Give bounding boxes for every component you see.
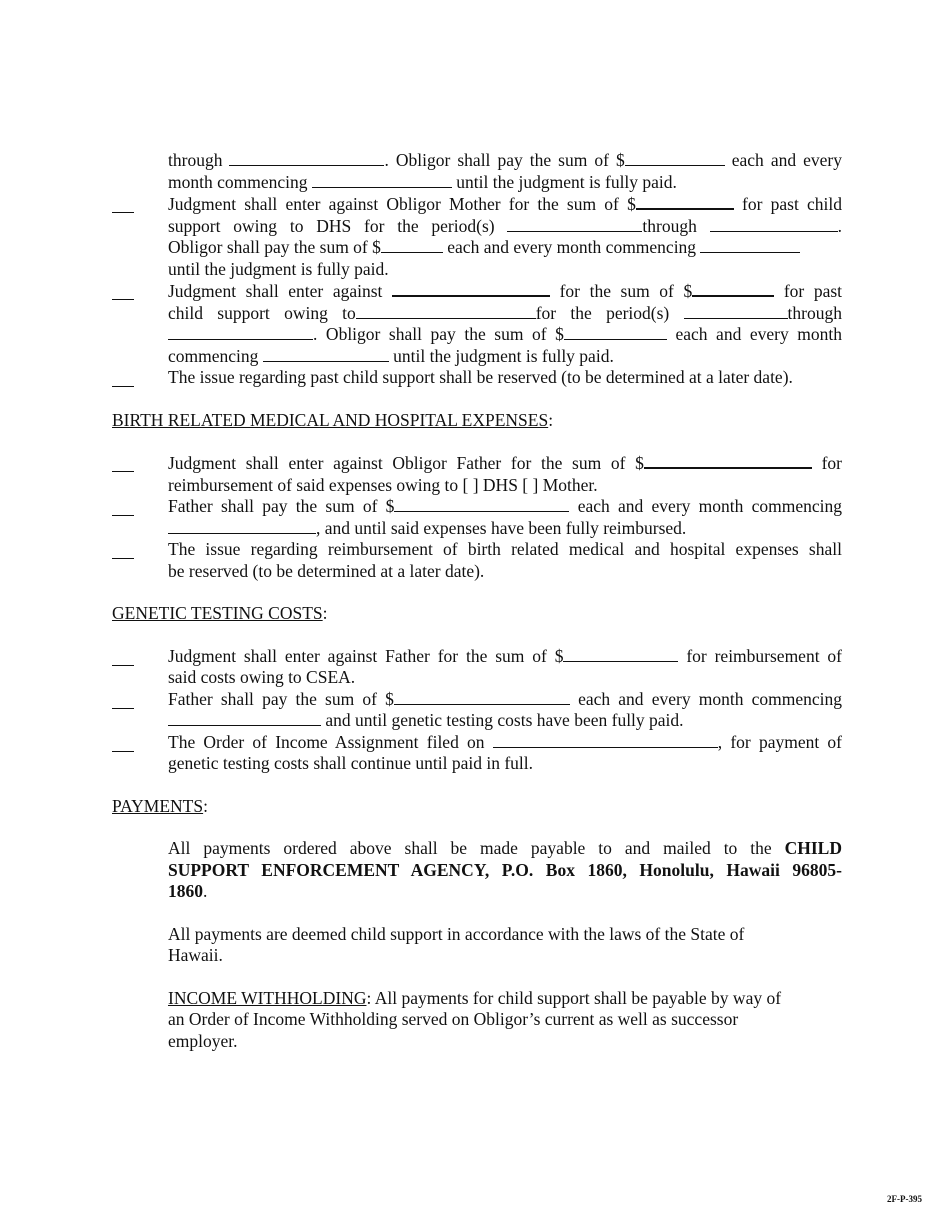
agency-zip: 1860 (168, 881, 203, 901)
text: for past (783, 281, 843, 301)
line (168, 324, 842, 346)
line (168, 172, 842, 194)
text: All payments ordered above shall be made payable to and mailed to the (168, 838, 772, 858)
text: until the judgment is fully paid. (456, 171, 677, 192)
line (168, 216, 842, 238)
line (168, 1031, 842, 1053)
text: child support owing to (168, 302, 356, 323)
line (168, 518, 842, 540)
text: Judgment shall enter against (168, 281, 383, 301)
text: Judgment shall enter against Obligor Mother for the sum of $ (168, 194, 636, 214)
past-support-continuation (112, 150, 842, 193)
date-blank[interactable] (168, 710, 321, 726)
line (168, 561, 842, 583)
genetic-payment-item (112, 689, 842, 732)
date-blank[interactable] (710, 216, 838, 232)
text: . Obligor shall pay the sum of $ (384, 150, 625, 170)
text: . Obligor shall pay the sum of $ (313, 324, 564, 344)
text: reimbursement of said expenses owing to [ ] DHS [ ] Mother. (168, 474, 598, 495)
other-judgment-item (112, 280, 842, 367)
birth-expenses-heading (112, 410, 842, 432)
text: Judgment shall enter against Obligor Father for the sum of (168, 453, 626, 473)
amount-blank[interactable] (381, 237, 443, 253)
line (168, 860, 842, 882)
amount-blank[interactable] (644, 452, 812, 469)
text: The Order of Income Assignment filed on (168, 731, 485, 752)
genetic-testing-heading (112, 603, 842, 625)
text: Obligor shall pay the sum of $ (168, 237, 381, 257)
text: All payments are deemed child support in accordance with the laws of the State of (168, 923, 745, 944)
text: . (203, 881, 208, 901)
line (168, 346, 842, 368)
line (168, 689, 842, 711)
item-checkbox-line[interactable] (112, 665, 134, 666)
text: The issue regarding past child support shall be reserved (to be determined at a later date). (168, 367, 793, 387)
line (168, 945, 842, 967)
text: for past child (742, 194, 843, 214)
text: each and every month commencing (577, 496, 843, 516)
date-blank[interactable] (168, 324, 313, 340)
amount-blank[interactable] (394, 496, 569, 512)
item-checkbox-line[interactable] (112, 386, 134, 387)
line (168, 475, 842, 497)
text: support owing to DHS for the period(s) (168, 215, 495, 236)
section-title: PAYMENTS (112, 795, 204, 816)
text: for the period(s) (535, 302, 670, 323)
line (168, 1009, 842, 1031)
text: $ (635, 453, 644, 473)
line (168, 753, 842, 775)
line (168, 646, 842, 668)
date-blank[interactable] (168, 518, 316, 534)
text: genetic testing costs shall continue until paid in full. (168, 753, 534, 773)
payments-heading (112, 796, 842, 818)
text: : (322, 603, 328, 623)
item-checkbox-line[interactable] (112, 515, 134, 516)
agency-name: CHILD (784, 838, 842, 858)
line (168, 924, 842, 946)
line (168, 193, 842, 216)
text: The issue regarding reimbursement of birth related medical and hospital expenses shall (168, 539, 842, 559)
text: for the sum of $ (559, 281, 693, 301)
amount-blank[interactable] (394, 689, 570, 705)
item-checkbox-line[interactable] (112, 558, 134, 559)
text: : (203, 795, 208, 816)
text: Father shall pay the sum of $ (168, 496, 395, 516)
text: through (642, 215, 697, 236)
payments-deemed-paragraph (112, 924, 842, 967)
income-withholding-paragraph (112, 988, 842, 1053)
text: through (168, 150, 223, 170)
party-blank[interactable] (392, 280, 550, 297)
line (168, 838, 842, 860)
payments-mailing-paragraph (112, 838, 842, 903)
line (168, 710, 842, 732)
text: each and every month (675, 324, 843, 344)
text: for (821, 453, 842, 473)
text: Hawaii. (168, 945, 223, 965)
item-checkbox-line[interactable] (112, 299, 134, 300)
section-title: BIRTH RELATED MEDICAL AND HOSPITAL EXPENSES (112, 409, 549, 430)
date-blank[interactable] (684, 303, 788, 319)
line (168, 367, 842, 389)
amount-blank[interactable] (563, 646, 678, 662)
date-blank[interactable] (263, 346, 389, 362)
line (168, 881, 842, 903)
date-blank[interactable] (493, 732, 718, 748)
line (168, 150, 842, 172)
amount-blank[interactable] (564, 324, 667, 340)
line (168, 667, 842, 689)
text: . (837, 215, 843, 236)
line (168, 303, 842, 325)
line (168, 237, 842, 259)
text: be reserved (to be determined at a later date). (168, 560, 485, 581)
text: month commencing (168, 171, 308, 192)
mother-judgment-item (112, 193, 842, 280)
text: through (787, 302, 842, 323)
text: each and every month commencing (578, 688, 843, 709)
text: each and every (731, 150, 842, 170)
text: : All payments for child support shall be payable by way of (366, 987, 782, 1008)
date-blank[interactable] (700, 237, 800, 253)
text: , and until said expenses have been fully reimbursed. (316, 517, 687, 538)
text: an Order of Income Withholding served on Obligor’s current as well as successor (168, 1009, 739, 1029)
text: commencing (168, 345, 259, 366)
birth-payment-item (112, 496, 842, 539)
document-body (112, 150, 842, 1052)
birth-reserved-item (112, 539, 842, 582)
income-assignment-item (112, 732, 842, 775)
text: Father shall pay the sum of $ (168, 688, 394, 709)
line (168, 988, 842, 1010)
income-withholding-title: INCOME WITHHOLDING (168, 987, 367, 1008)
text: for reimbursement of (686, 645, 843, 666)
text: and until genetic testing costs have been fully paid. (325, 710, 684, 730)
agency-address: SUPPORT ENFORCEMENT AGENCY, P.O. Box 1860, Honolulu, Hawaii 96805- (168, 859, 842, 880)
item-checkbox-line[interactable] (112, 708, 134, 709)
form-code: 2F-P-395 (887, 1194, 922, 1204)
item-checkbox-line[interactable] (112, 471, 134, 472)
text: until the judgment is fully paid. (393, 345, 614, 366)
line (168, 280, 842, 303)
date-blank[interactable] (507, 216, 642, 232)
text: until the judgment is fully paid. (168, 258, 389, 279)
item-checkbox-line[interactable] (112, 212, 134, 213)
amount-blank[interactable] (636, 193, 734, 210)
text: employer. (168, 1030, 238, 1051)
line (168, 452, 842, 475)
party-blank[interactable] (356, 303, 536, 319)
item-checkbox-line[interactable] (112, 751, 134, 752)
amount-blank[interactable] (692, 280, 774, 297)
text: , for payment of (717, 731, 843, 752)
birth-judgment-item (112, 452, 842, 496)
line (168, 732, 842, 754)
line (168, 259, 842, 281)
text: : (548, 409, 554, 430)
past-support-reserved-item (112, 367, 842, 389)
text: said costs owing to CSEA. (168, 667, 356, 687)
amount-blank[interactable] (625, 150, 725, 166)
date-blank[interactable] (312, 172, 452, 188)
date-blank[interactable] (229, 150, 384, 166)
line (168, 496, 842, 518)
line (168, 539, 842, 561)
section-title: GENETIC TESTING COSTS (112, 603, 323, 623)
genetic-judgment-item (112, 646, 842, 689)
text: each and every month commencing (447, 237, 697, 257)
text: Judgment shall enter against Father for the sum of $ (168, 645, 564, 666)
